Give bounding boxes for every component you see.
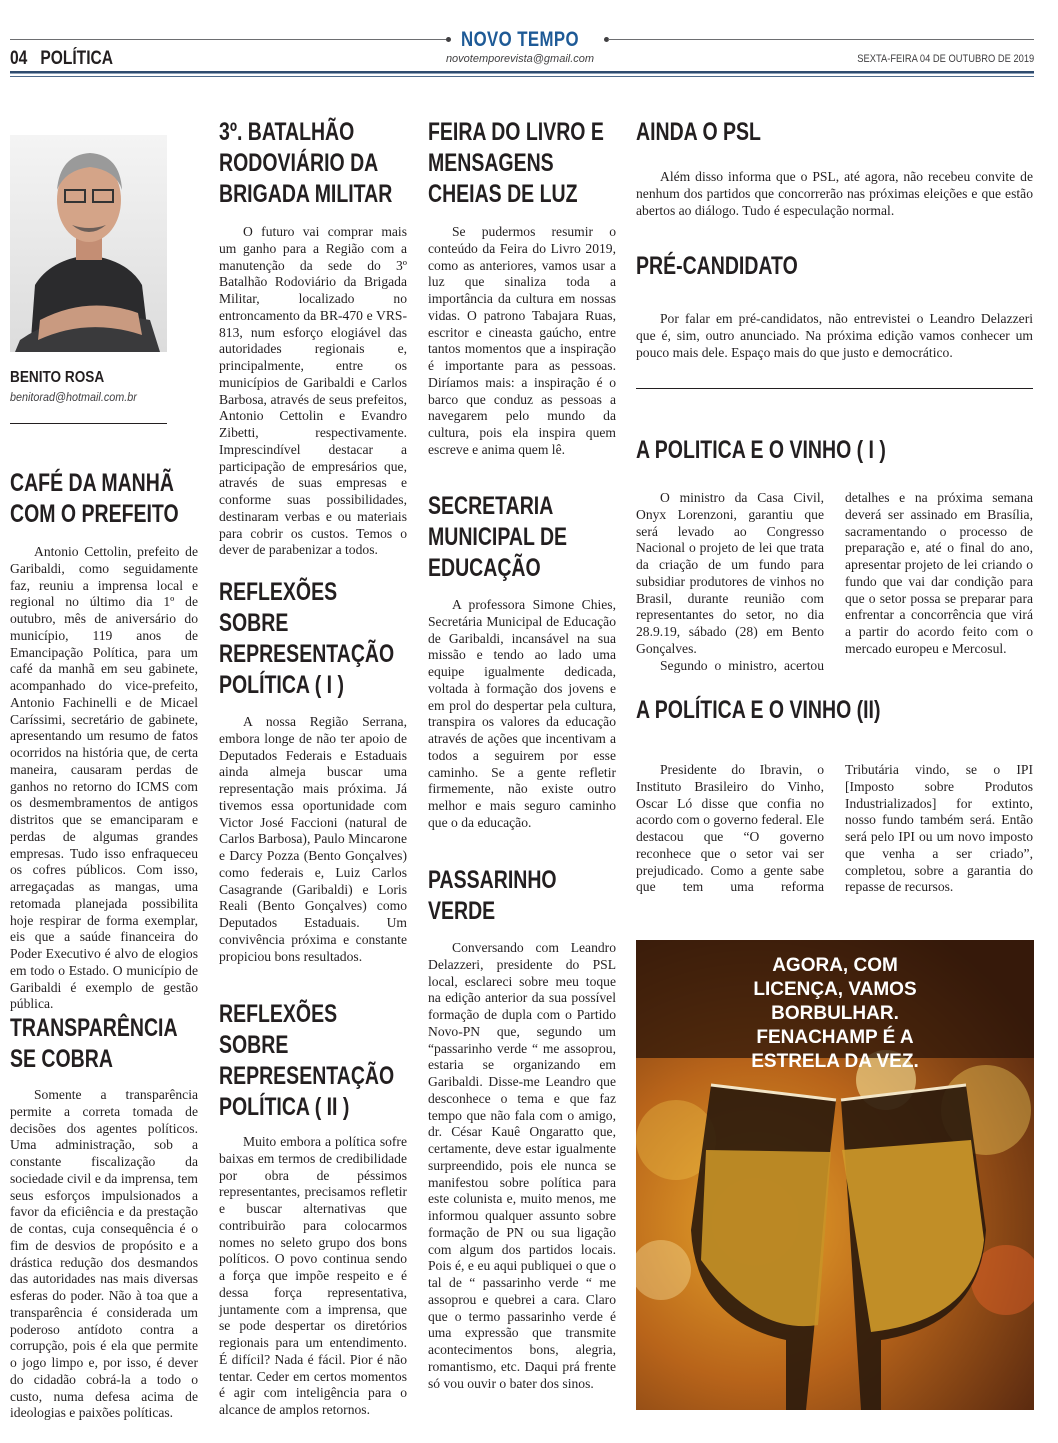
- article-reflexoes-2-body: [219, 1134, 407, 1419]
- paragraph: O futuro vai comprar mais um ganho para a Região com a manutenção da sede do 3º Batalhão Rodoviário da Brigada Militar, localizado no entroncamento da BR-470 e VRS-813, num esforço elogiável das autoridades regionais e, principalmente, entre os municípios de Garibaldi e Carlos Barbosa, através de seus prefeitos, Antonio Cettolin e Evandro Zibetti, respectivamente. Imprescindível destacar a participação de empresários que, através de suas empresas e conforme suas possibilidades, destinaram verbas e ou materiais para cobrir os custos. Temos o dever de parabenizar a todos.: [219, 224, 407, 558]
- headline-feira: FEIRA DO LIVRO E MENSAGENS CHEIAS DE LUZ: [428, 118, 604, 208]
- article-batalhao-body: [219, 224, 407, 559]
- author-name: BENITO ROSA: [10, 369, 105, 386]
- headline-vinho-1: A POLITICA E O VINHO ( I ): [636, 436, 886, 464]
- paragraph: A nossa Região Serrana, embora longe de não ter apoio de Deputados Federais e Estaduais ainda almeja buscar uma representação mais próxima. Já tivemos essa oportunidade com Victor José Faccioni (natural de Carlos Barbosa), Paulo Mincarone e Darcy Pozza (Bento Gonçalves) como federais e, Luiz Carlos Casagrande (Garibaldi) e Loris Reali (Bento Gonçalves) como Deputados Estaduais. Um convivência próxima e constante propiciou bons resultados.: [219, 714, 408, 964]
- author-photo: [10, 135, 167, 352]
- article-transparencia-body: [10, 1087, 198, 1422]
- newspaper-brand: NOVO TEMPO: [461, 28, 579, 51]
- headline-batalhao: 3º. BATALHÃO RODOVIÁRIO DA BRIGADA MILITAR: [219, 118, 393, 208]
- author-divider: [10, 423, 167, 424]
- paragraph: Muito embora a política sofre baixas em termos de credibilidade por obra de péssimos representantes, precisamos refletir e buscar alternativas que contribuirão para colocarmos nomes no seleto grupo dos bons políticos. O povo continua sendo a força que impõe respeito e é dessa força representativa, juntamente com a imprensa, que se pode despertar os diretórios regionais para um entendimento. É difícil? Nada é fácil. Pior é não tentar. Ceder em certos momentos é agir com inteligência para o alcance de amplos retornos.: [219, 1134, 407, 1417]
- headline-cafe: CAFÉ DA MANHÃ COM O PREFEITO: [10, 469, 179, 528]
- paragraph: Por falar em pré-candidatos, não entrevistei o Leandro Delazzeri que é, sim, outro anunciado. Na próxima edição vamos conhecer um pouco mais dele. Espaço mais do que justo e democrático.: [636, 311, 1033, 360]
- paragraph: Além disso informa que o PSL, até agora, não recebeu convite de nenhum dos partidos que concorrerão nas próximas eleições e que estão abertos ao diálogo. Tudo é especulação normal.: [636, 169, 1033, 218]
- article-reflexoes-1-body: [219, 714, 407, 965]
- headline-reflexoes-2: REFLEXÕES SOBRE REPRESENTAÇÃO POLÍTICA ( II ): [219, 1000, 395, 1121]
- headline-reflexoes-1: REFLEXÕES SOBRE REPRESENTAÇÃO POLÍTICA ( I ): [219, 578, 395, 699]
- article-passarinho-body: [428, 940, 616, 1392]
- paragraph: O ministro da Casa Civil, Onyx Lorenzoni, garantiu que será levado ao Congresso Nacional o projeto de lei que trata da criação de um fundo para subsidiar produtores de vinhos no Brasil, durante reunião com representantes do setor, no dia 28.9.19, sábado (28) em Bento Gonçalves.: [636, 490, 824, 656]
- paragraph: Segundo o ministro, acertou: [660, 657, 824, 673]
- headline-psl: AINDA O PSL: [636, 118, 761, 146]
- article-feira-body: [428, 224, 616, 459]
- article-psl-body: [636, 169, 1033, 219]
- page-section: 04 POLÍTICA: [10, 48, 114, 69]
- fenachamp-advertisement: [636, 940, 1034, 1410]
- headline-vinho-2: A POLÍTICA E O VINHO (II): [636, 696, 881, 724]
- article-cafe-body: [10, 544, 198, 1013]
- ad-headline: [636, 954, 1034, 1074]
- headline-secretaria: SECRETARIA MUNICIPAL DE EDUCAÇÃO: [428, 492, 568, 582]
- header-email: novotemporevista@gmail.com: [445, 53, 595, 65]
- article-vinho-2-col2: [845, 762, 1033, 896]
- paragraph: Se pudermos resumir o conteúdo da Feira do Livro 2019, como as anteriores, vamos usar a luz que sinaliza toda a importância da cultura em nossas vidas. O patrono Tabajara Ruas, escritor e cineasta gaúcho, entre tantos momentos que a inspiração é importante para as pessoas. Diríamos mais: a inspiração é o barco que conduz as pessoas a navegarem pelo mundo da cultura, pois ela inspira quem escreve e anima quem lê.: [428, 224, 616, 457]
- header-rule-right: [608, 39, 1034, 40]
- article-precandidato-body: [636, 311, 1033, 361]
- headline-transparencia: TRANSPARÊNCIA SE COBRA: [10, 1014, 177, 1073]
- paragraph: Conversando com Leandro Delazzeri, presidente do PSL local, esclareci sobre meu toque na edição anterior da sua possível formação de dupla com o Partido Novo-PN que, segundo um “passarinho verde “ me assoprou, estaria se organizando em Garibaldi. Disse-me Leandro que desconhece o tema e que faz tempo que não fala com o amigo, dr. César Kauê Ongaratto que, certamente, deve estar igualmente surpreendido, pois ele nunca se manifestou sobre política para este colunista e, muito menos, me informou qualquer assunto sobre formação de PN ou sua ligação com algum dos partidos locais. Pois é, e eu aqui publiquei o que o tal de “ passarinho verde “ me assoprou e quebrei a cara. Claro que o termo passarinho verde é uma expressão que transmite acontecimentos bons, alegria, romantismo, etc. Daqui prá frente só vou ouvir o bater dos sinos.: [428, 940, 616, 1391]
- article-secretaria-body: [428, 597, 616, 832]
- paragraph: Antonio Cettolin, prefeito de Garibaldi, como seguidamente faz, reuniu a imprensa local e regional no último dia 1º de outubro, mês de aniversário do município, 119 anos de Emancipação Política, para um café da manhã em seu gabinete, acompanhado do vice-prefeito, Antonio Fachinelli e de Micael Caríssimi, secretário de gabinete, apresentando um resumo de fatos ocorridos na história que, de certa maneira, causaram perdas de ganhos no retorno do ICMS com os desmembramentos de antigos distritos que se emanciparam e perdas de algumas grandes empresas. Tudo isso enfraqueceu os cofres públicos. Com isso, arregaçadas as mangas, uma retomada planejada possibilita hoje respirar de forma exemplar, eis que a saúde financeira do Poder Executivo é alvo de elogios em todo o Estado. O município de Garibaldi é exemplo de gestão pública.: [10, 544, 198, 1012]
- header-rule-left: [10, 39, 448, 40]
- article-vinho-2-col1: [636, 762, 824, 896]
- section-divider: [636, 388, 1033, 389]
- header-date: SEXTA-FEIRA 04 DE OUTUBRO DE 2019: [856, 53, 1034, 65]
- header-double-rule-lower: [10, 76, 1034, 77]
- article-vinho-1-col1: [636, 490, 824, 674]
- article-vinho-1-col2: [845, 490, 1033, 658]
- paragraph: A professora Simone Chies, Secretária Municipal de Educação de Garibaldi, incansável na sua missão e tendo ao lado uma equipe igualmente dedicada, voltada à formação dos jovens e em prol do despertar pela cultura, transpira os valores da educação através de ações que incentivam a todos a seguirem por esse caminho. Se a gente refletir firmemente, não existe outro melhor e mais seguro caminho que o da educação.: [428, 597, 616, 830]
- headline-precandidato: PRÉ-CANDIDATO: [636, 252, 798, 280]
- header-dot-left: [446, 37, 451, 42]
- ad-headline-text: AGORA, COM LICENÇA, VAMOS BORBULHAR. FENACHAMP É A ESTRELA DA VEZ.: [751, 955, 919, 1072]
- author-email[interactable]: benitorad@hotmail.com.br: [10, 390, 137, 404]
- paragraph: Somente a transparência permite a correta tomada de decisões dos agentes políticos. Uma administração, sob a constante fiscalização da sociedade civil e da imprensa, tem seus esforços impulsionados a favor da eficiência e da prestação de contas, cuja consequência é o fim de desvios de propósito e a drástica redução dos desmandos das autoridades nas mais diversas esferas do poder. Não à toa que a transparência é considerada um poderoso antídoto contra a corrupção, pois é ela que permite o jogo limpo e, por isso, é dever do cidadão cobrá-la a todo o custo, numa defesa acima de ideologias e paixões políticas.: [10, 1087, 198, 1421]
- paragraph: Tributária vindo, se o IPI [Imposto sobre Produtos Industrializados] for extinto, nosso fundo também será. Então será pelo IPI ou um novo imposto que venha a ser criado”, completou, sobre a garantia do repasse de recursos.: [845, 762, 1033, 895]
- paragraph: Presidente do Ibravin, o Instituto Brasileiro do Vinho, Oscar Ló disse que confia no acordo com o governo federal. Ele destacou que “O governo reconhece que o setor vai ser prejudicado. Como a gente sabe que tem uma reforma: [636, 762, 824, 895]
- paragraph: detalhes e na próxima semana deverá ser assinado em Brasília, sacramentando o processo de preparação e, até o final do ano, apresentar projeto de lei criando o fundo que vai dar condição para que o setor possa se preparar para enfrentar a concorrência que virá a partir do acordo feito com o mercado europeu e Mercosul.: [845, 490, 1033, 656]
- header-double-rule: [10, 71, 1034, 74]
- headline-passarinho: PASSARINHO VERDE: [428, 866, 557, 925]
